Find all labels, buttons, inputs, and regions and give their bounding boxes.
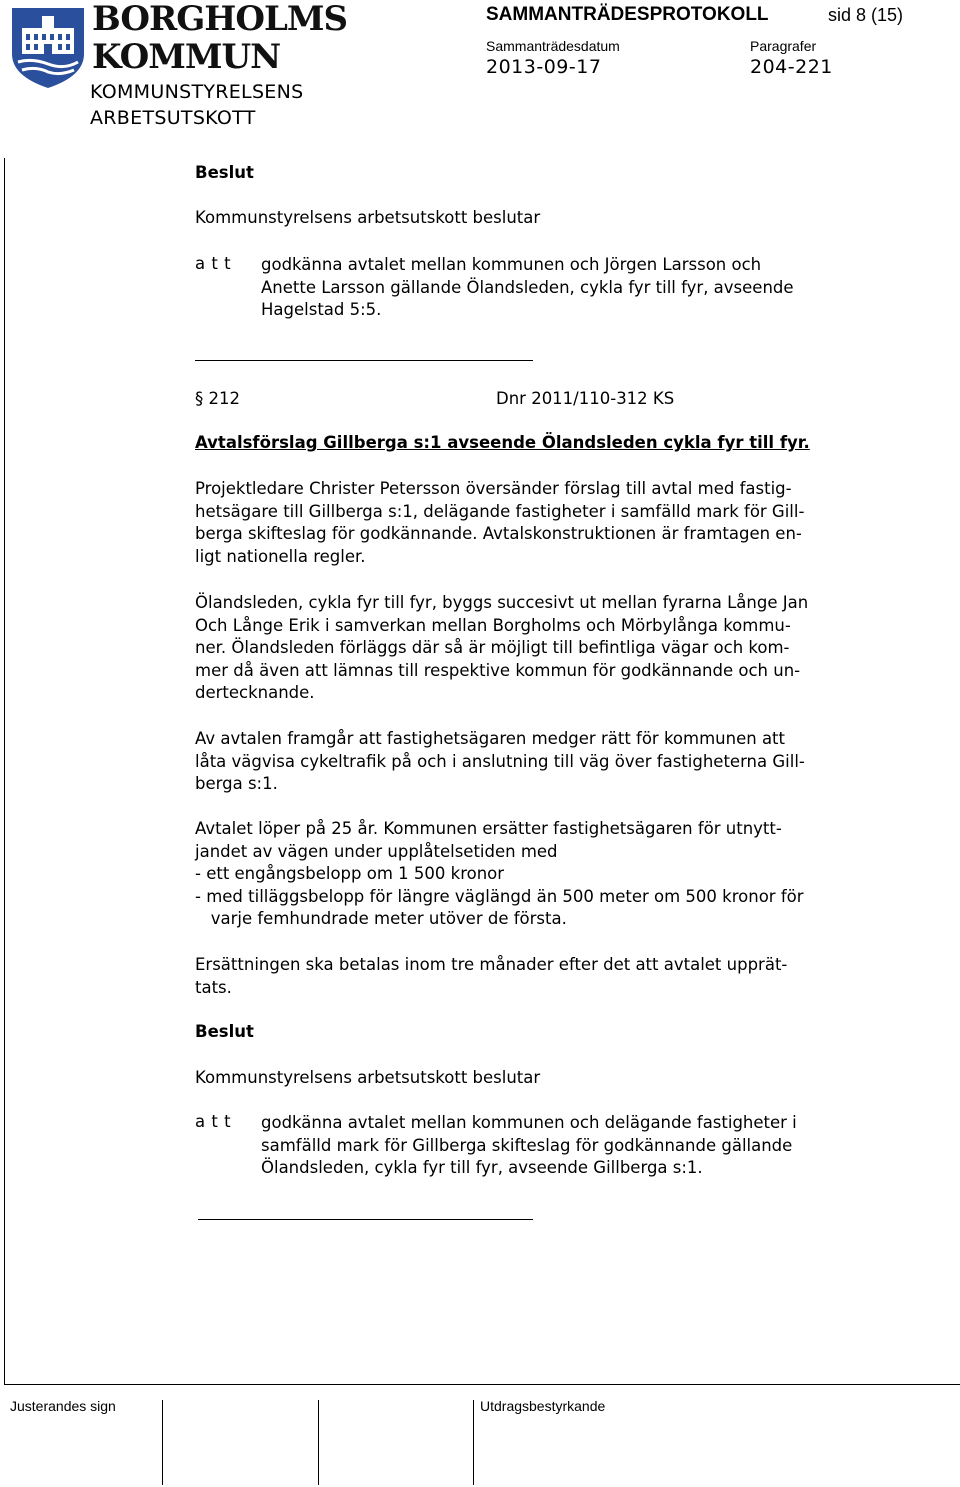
body-paragraph: [195, 728, 895, 796]
decision1-heading: Beslut: [195, 163, 254, 182]
decision2-att: a t t: [195, 1112, 232, 1131]
decision1-line: godkänna avtalet mellan kommunen och Jörgen Larsson och: [261, 255, 762, 274]
signature-box-divider: [318, 1400, 319, 1485]
unit-name-line2: ARBETSUTSKOTT: [90, 107, 256, 129]
paragraph-line: ligt nationella regler.: [195, 546, 366, 566]
decision1-line: Anette Larsson gällande Ölandsleden, cykla fyr till fyr, avseende: [261, 277, 794, 297]
paragraph-line: hetsägare till Gillberga s:1, delägande fastigheter i samfälld mark för Gill-: [195, 501, 805, 521]
decision2-line: godkänna avtalet mellan kommunen och delägande fastigheter i: [261, 1113, 797, 1132]
decision1-text: [261, 254, 901, 322]
left-margin-line: [4, 158, 5, 1384]
decision1-line: Hagelstad 5:5.: [261, 300, 382, 319]
page-number: sid 8 (15): [828, 5, 904, 25]
body-paragraph: [195, 818, 895, 931]
body-paragraph: [195, 478, 895, 568]
paragraph-line: Avtalet löper på 25 år. Kommunen ersätter fastighetsägaren för utnytt-: [195, 819, 782, 838]
org-name-line2: KOMMUN: [92, 37, 281, 77]
section-title: Avtalsförslag Gillberga s:1 avseende Ölandsleden cykla fyr till fyr.: [195, 433, 810, 452]
paragraph-line: ner. Ölandsleden förläggs där så är möjligt till befintliga vägar och kom-: [195, 638, 790, 657]
paragraph-line: Projektledare Christer Petersson översänder förslag till avtal med fastig-: [195, 479, 792, 498]
section-number: § 212: [195, 389, 240, 408]
section-dnr: Dnr 2011/110-312 KS: [496, 389, 675, 408]
paragraph-line: mer då även att lämnas till respektive kommun för godkännande och un-: [195, 660, 801, 680]
paragraph-line: tats.: [195, 977, 232, 997]
paragraph-line: jandet av vägen under upplåtelsetiden med: [195, 841, 558, 861]
footer-divider: [4, 1384, 960, 1385]
signature-box-divider: [473, 1400, 474, 1485]
paragraph-line: - ett engångsbelopp om 1 500 kronor: [195, 864, 505, 883]
separator-rule: [198, 1219, 533, 1220]
meeting-date-value: 2013-09-17: [486, 56, 602, 78]
paragraph-line: varje femhundrade meter utöver de första.: [195, 909, 567, 928]
paragraph-line: Ersättningen ska betalas inom tre månader efter det att avtalet upprät-: [195, 955, 788, 974]
municipality-logo: [8, 4, 88, 90]
decision2-heading: Beslut: [195, 1022, 254, 1041]
body-paragraph: [195, 592, 895, 705]
body-paragraph: [195, 954, 895, 999]
signature-label: Justerandes sign: [10, 1398, 116, 1414]
decision2-line: samfälld mark för Gillberga skifteslag för godkännande gällande: [261, 1135, 793, 1155]
decision1-att: a t t: [195, 254, 232, 273]
paragraph-line: Av avtalen framgår att fastighetsägaren medger rätt för kommunen att: [195, 729, 785, 748]
separator-rule: [195, 360, 533, 361]
paragraph-line: berga skifteslag för godkännande. Avtalskonstruktionen är framtagen en-: [195, 524, 802, 543]
paragraph-line: berga s:1.: [195, 774, 278, 793]
signature-box-divider: [162, 1400, 163, 1485]
paragraph-line: dertecknande.: [195, 683, 315, 702]
decision2-line: Ölandsleden, cykla fyr till fyr, avseende Gillberga s:1.: [261, 1158, 703, 1177]
document-title: SAMMANTRÄDESPROTOKOLL: [486, 4, 769, 25]
decision1-intro: Kommunstyrelsens arbetsutskott beslutar: [195, 208, 541, 227]
unit-name-line1: KOMMUNSTYRELSENS: [90, 81, 304, 103]
org-name-line1: BORGHOLMS: [92, 0, 348, 39]
paragraph-line: låta vägvisa cykeltrafik på och i anslutning till väg över fastigheterna Gill-: [195, 751, 805, 771]
decision2-intro: Kommunstyrelsens arbetsutskott beslutar: [195, 1068, 541, 1087]
paragraph-line: Ölandsleden, cykla fyr till fyr, byggs succesivt ut mellan fyrarna Långe Jan: [195, 593, 809, 612]
decision2-text: [261, 1112, 901, 1180]
paragraph-line: Och Långe Erik i samverkan mellan Borgholms och Mörbylånga kommu-: [195, 615, 791, 635]
paragraph-line: - med tilläggsbelopp för längre väglängd än 500 meter om 500 kronor för: [195, 886, 804, 906]
paragraphs-label: Paragrafer: [750, 38, 817, 54]
extract-certification-label: Utdragsbestyrkande: [480, 1398, 606, 1414]
meeting-date-label: Sammanträdesdatum: [486, 38, 620, 54]
paragraphs-value: 204-221: [750, 56, 833, 78]
